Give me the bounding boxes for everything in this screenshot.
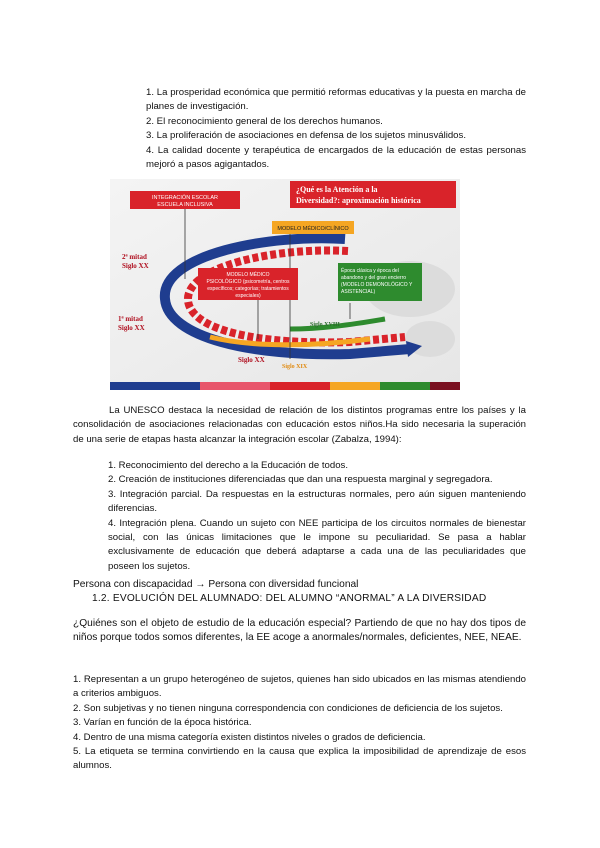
list-item: 5. La etiqueta se termina convirtiendo en la causa que explica la imposibilidad de aprendizaje de esos alumnos. [73, 746, 526, 772]
era-label: Siglo XX [122, 262, 149, 270]
timeline-strip-orange [330, 382, 380, 390]
persona-line: Persona con discapacidad → Persona con diversidad funcional [73, 579, 359, 590]
timeline-strip-green [380, 382, 430, 390]
diagram-title: ¿Qué es la Atención a la [296, 185, 378, 194]
timeline-strip-red [270, 382, 330, 390]
box-demonologico-label: (MODELO DEMONOLÓGICO Y [341, 282, 413, 288]
era-label: Siglo XX [118, 324, 145, 332]
box-psicologico-label: PSICOLÓGICO (psicometría, centros [206, 279, 290, 285]
list-item: 1. Representan a un grupo heterogéneo de sujetos, quienes han sido ubicados en las mismas atendiendo a criterios ambiguos. [73, 674, 526, 700]
characteristics-list [73, 673, 526, 774]
box-demonologico-label: Época clásica y época del [341, 268, 399, 274]
list-item: 2. Son subjetivas y no tienen ninguna correspondencia con condiciones de deficiencia de los sujetos. [73, 702, 503, 714]
era-label: Siglo XX [238, 356, 265, 364]
era-label: 2ª mitad [122, 253, 147, 261]
list-item: 4. Dentro de una misma categoría existen distintos niveles o grados de deficiencia. [73, 731, 426, 743]
list-item: 1. La prosperidad económica que permitió reformas educativas y la puesta en marcha de planes de investigación. [146, 87, 526, 113]
box-psicologico-label: especiales) [235, 293, 261, 299]
list-item: 1. Reconocimiento del derecho a la Educación de todos. [108, 460, 348, 471]
factors-list [146, 86, 526, 172]
timeline-strip-darkred [430, 382, 460, 390]
unesco-paragraph [73, 404, 526, 447]
section-heading: 1.2. EVOLUCIÓN DEL ALUMNADO: DEL ALUMNO “ANORMAL” A LA DIVERSIDAD [92, 593, 487, 604]
list-item: 4. La calidad docente y terapéutica de encargados de la educación de estas personas mejoró a pasos agigantados. [146, 144, 526, 171]
question-paragraph: ¿Quiénes son el objeto de estudio de la educación especial? Partiendo de que no hay dos tipos de niños porque todos somos diferentes, la EE acoge a anormales/normales, deficientes, NEE, NEAE. [73, 618, 526, 644]
box-integracion-label: INTEGRACIÓN ESCOLAR [151, 195, 219, 201]
box-integracion-label: ESCUELA INCLUSIVA [157, 202, 213, 208]
era-label: 1ª mitad [118, 315, 143, 323]
list-item: 2. Creación de instituciones diferenciadas que dan una respuesta marginal y segregadora. [108, 474, 493, 486]
list-item: 2. El reconocimiento general de los derechos humanos. [146, 115, 383, 127]
list-item: 3. Varían en función de la época histórica. [73, 717, 252, 729]
list-item: 4. Integración plena. Cuando un sujeto con NEE participa de los circuitos normales de bienestar social, con las únicas limitaciones que le impone su peculiaridad. Se pasa a hablar exclusivamente de educación que deberá adaptarse a cada una de las peculiaridades que poseen los sujetos. [108, 517, 526, 572]
box-psicologico-label: específicos; categorías; tratamientos [207, 286, 289, 292]
list-item: 3. Integración parcial. Da respuestas en la estructuras normales, pero aún siguen manteniendo diferencias. [108, 488, 526, 515]
box-demonologico-label: ASISTENCIAL) [341, 289, 376, 295]
era-label: Siglo XVIII [310, 322, 340, 328]
box-demonologico-label: abandono y del gran encierro [341, 275, 407, 281]
era-label: Siglo XIX [282, 364, 308, 370]
list-item: 3. La proliferación de asociaciones en defensa de los sujetos minusválidos. [146, 130, 466, 142]
timeline-strip-pink [200, 382, 270, 390]
box-clinico-label: MODELO MÉDICO/CLÍNICO [277, 226, 349, 232]
history-diagram [110, 179, 460, 390]
timeline-strip-blue [110, 382, 200, 390]
etapas-list [108, 459, 526, 574]
paragraph-text: La UNESCO destaca la necesidad de relación de los distintos programas entre los países y la consolidación de asociaciones relacionadas con educación estos niños.Ha sido necesaria la superación de una serie de etapas hasta alcanzar la integración escolar (Zabalza, 1994): [73, 405, 526, 445]
box-psicologico-label: MODELO MÉDICO [226, 272, 270, 278]
diagram-title: Diversidad?: aproximación histórica [296, 196, 421, 205]
